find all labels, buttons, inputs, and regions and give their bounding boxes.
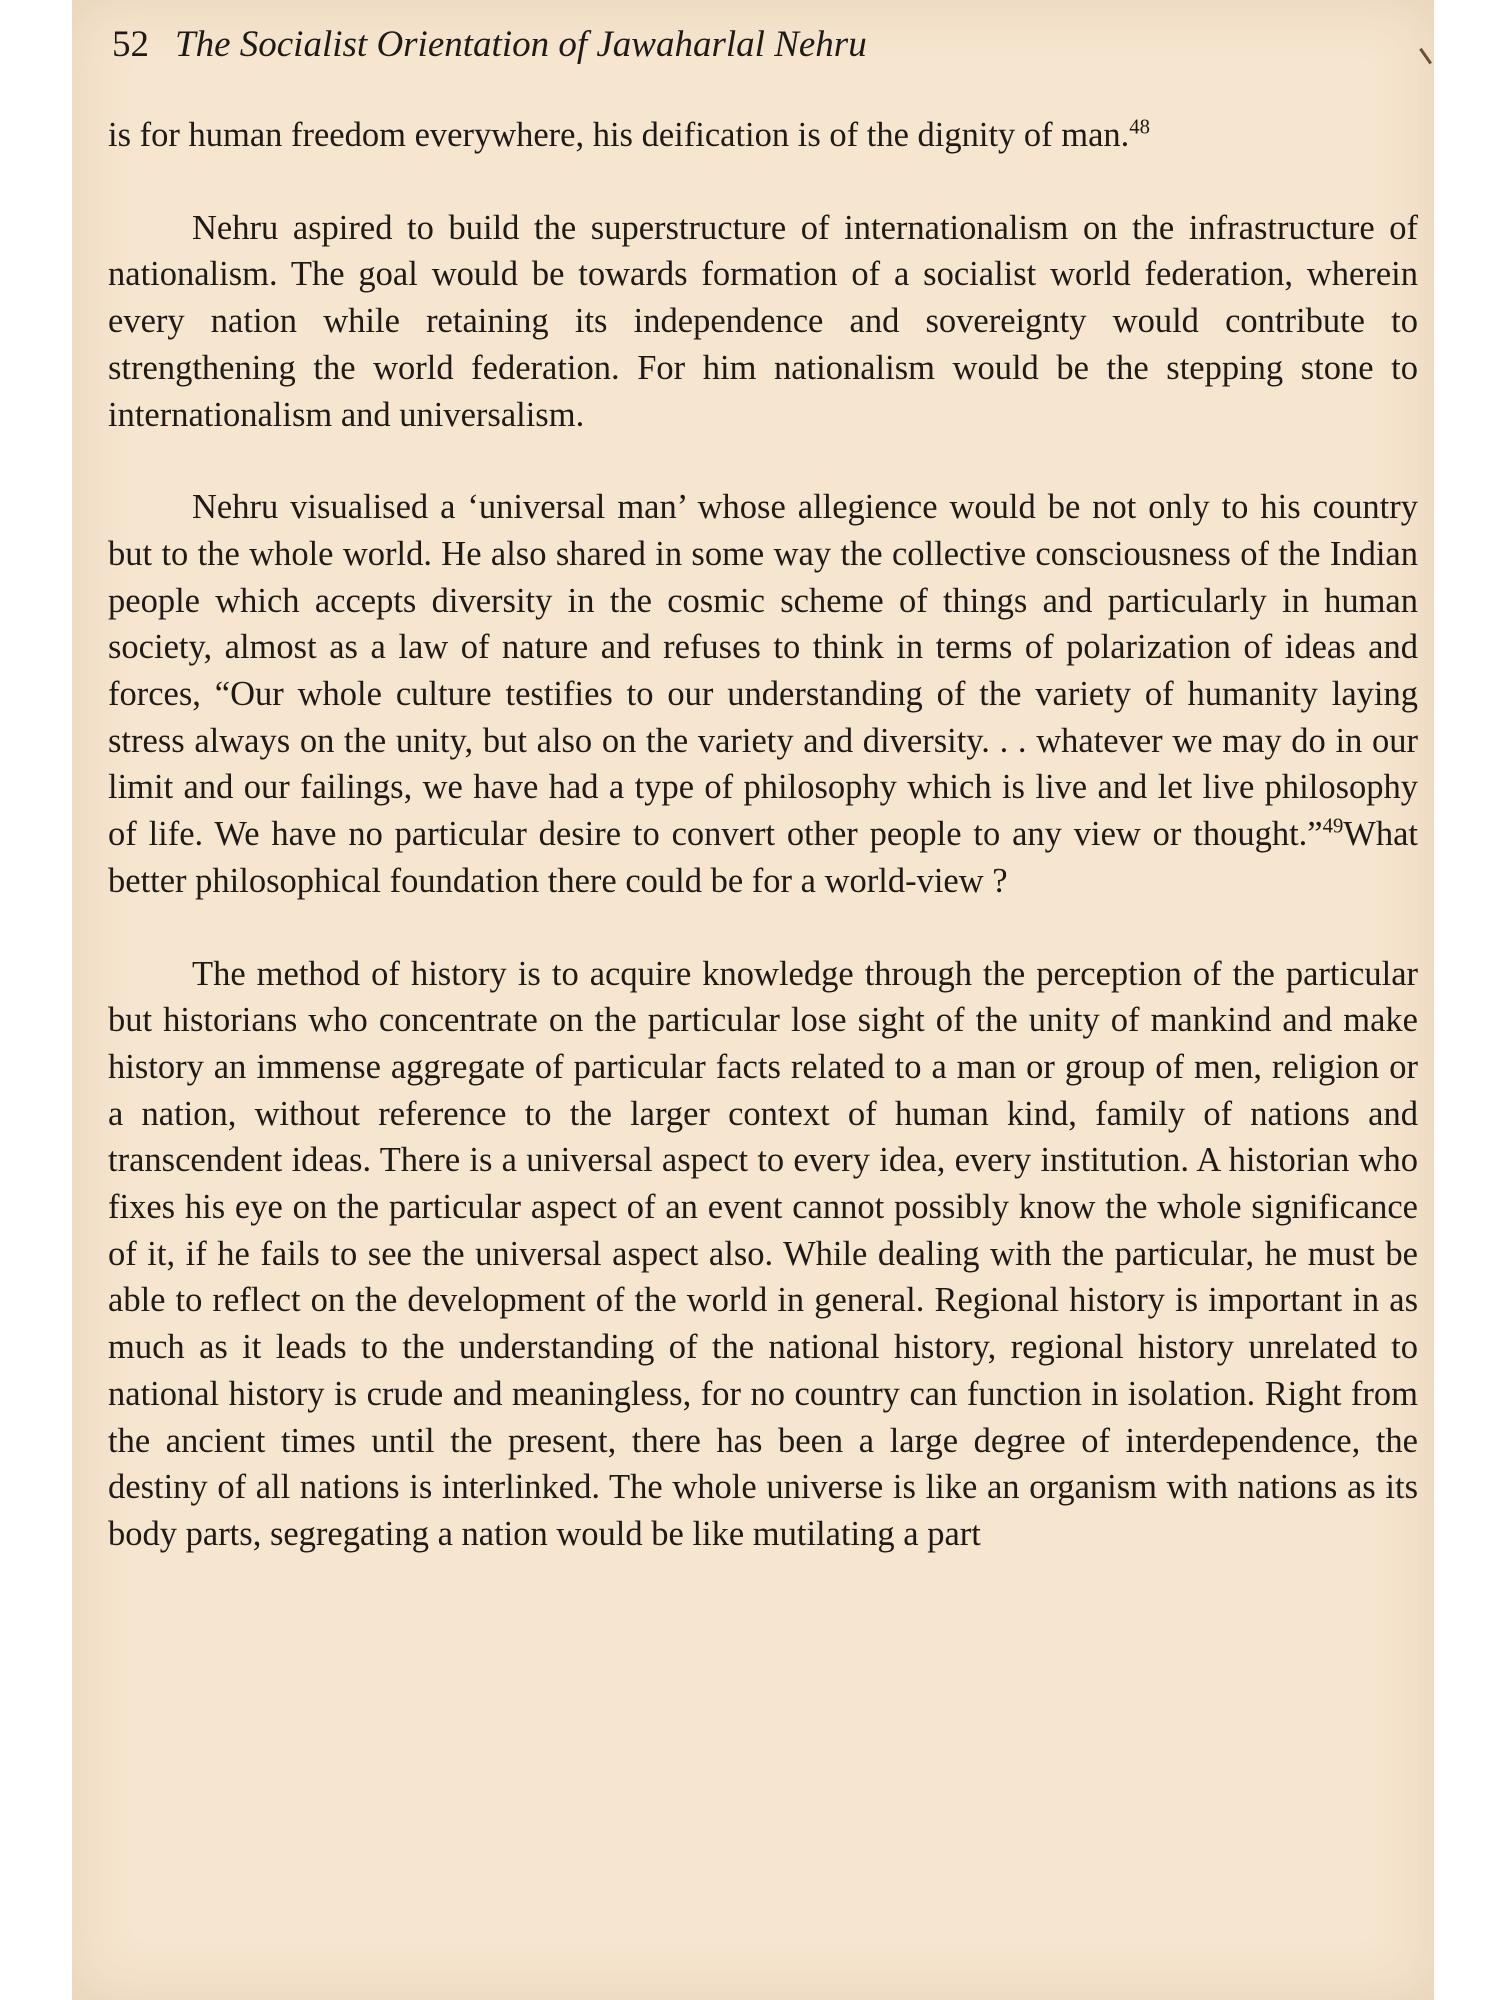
page-body <box>108 112 1418 1558</box>
book-page <box>72 0 1434 2000</box>
paragraph-4: The method of history is to acquire knowledge through the perception of the particular but historians who concentrate on the particular lose sight of the unity of mankind and make history an immense aggregate of particular facts related to a man or group of men, religion or a nation, without reference to the larger context of human kind, family of nations and transcendent ideas. There is a universal aspect to every idea, every institution. A historian who fixes his eye on the particular aspect of an event cannot possibly know the whole significance of it, if he fails to see the universal aspect also. While dealing with the particular, he must be able to reflect on the development of the world in general. Regional history is important in as much as it leads to the understanding of the national history, regional history unrelated to national history is crude and meaningless, for no country can function in isolation. Right from the ancient times until the present, there has been a large degree of interdependence, the destiny of all nations is interlinked. The whole universe is like an organism with nations as its body parts, segregating a nation would be like mutilating a part <box>108 954 1418 1553</box>
paragraph-1-text: is for human freedom everywhere, his deification is of the dignity of man. <box>108 116 1130 154</box>
footnote-48: 48 <box>1129 116 1150 139</box>
paragraph-3-text-before: Nehru visualised a ‘universal man’ whose allegience would be not only to his country but to the whole world. He also shared in some way the collective consciousness of the Indian people which accepts diversity in the cosmic scheme of things and particularly in human society, almost as a law of nature and refuses to think in terms of polarization of ideas and forces, “Our whole culture testifies to our understanding of the variety of humanity laying stress always on the unity, but also on the variety and diversity. . . whatever we may do in our limit and our failings, we have had a type of philosophy which is live and let live philosophy of life. We have no particular desire to convert other people to any view or thought.” <box>108 488 1418 854</box>
running-title: The Socialist Orientation of Jawaharlal Nehru <box>175 24 867 65</box>
page-number: 52 <box>112 24 149 65</box>
page-header <box>112 22 867 68</box>
paragraph-3 <box>108 484 1418 904</box>
paragraph-2: Nehru aspired to build the superstructure of internationalism on the infrastructure of nationalism. The goal would be towards formation of a socialist world federation, wherein every nation while retaining its independence and sovereignty would contribute to strengthening the world federation. For him nationalism would be the stepping stone to internationalism and universalism. <box>108 208 1418 434</box>
footnote-49: 49 <box>1322 815 1344 838</box>
paragraph-3-text-after: What better philosophical foundation there could be for a world-view ? <box>108 815 1418 900</box>
paragraph-1 <box>108 112 1418 159</box>
corner-mark-icon <box>1411 48 1432 70</box>
